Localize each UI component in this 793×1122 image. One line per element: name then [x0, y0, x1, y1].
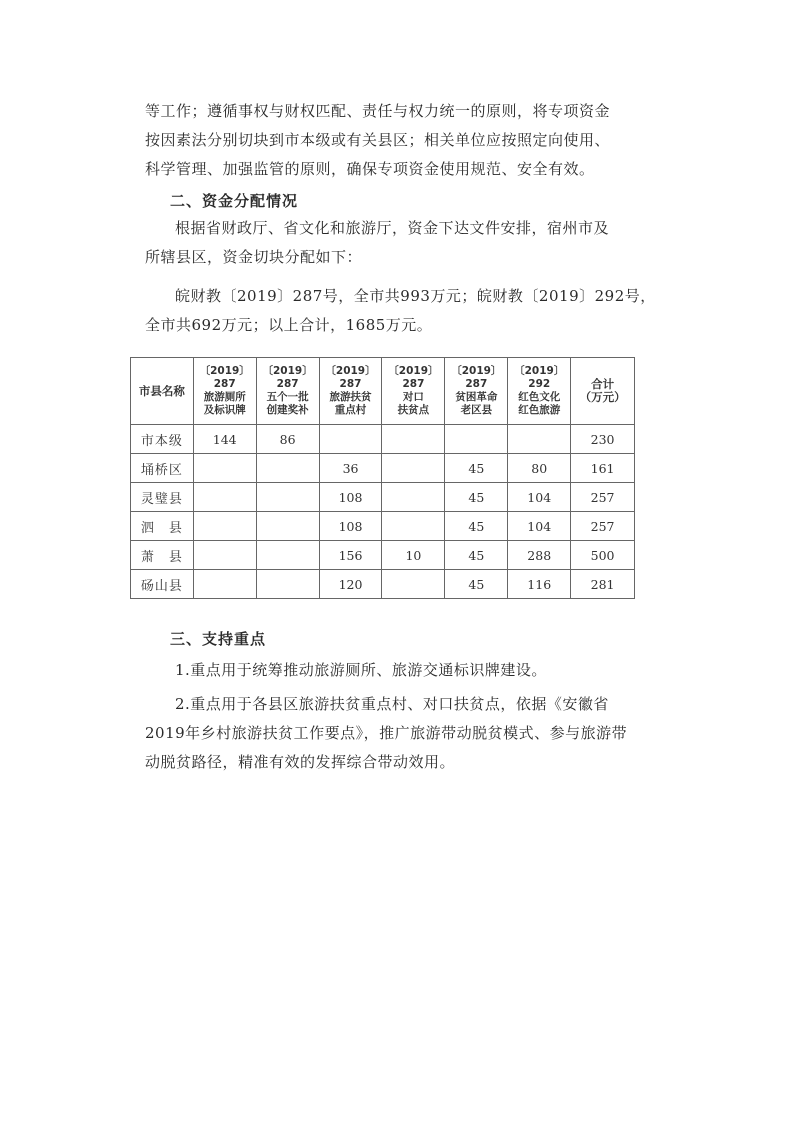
cell-value: [319, 425, 382, 454]
fund-allocation-table: [130, 357, 635, 599]
text-line: 按因素法分别切块到市本级或有关县区；相关单位应按照定向使用、: [145, 131, 611, 149]
cell-value: [193, 483, 256, 512]
header-cell-red-tourism: 〔2019〕 292 红色文化 红色旅游: [508, 358, 571, 425]
table-header-row: [131, 358, 635, 425]
cell-value: [193, 541, 256, 570]
cell-value: 108: [319, 512, 382, 541]
cell-value: 104: [508, 483, 571, 512]
cell-value: [256, 570, 319, 599]
text-line: 根据省财政厅、省文化和旅游厅，资金下达文件安排，宿州市及: [175, 219, 610, 237]
cell-value: [256, 541, 319, 570]
cell-total: 500: [571, 541, 635, 570]
text-line: 所辖县区，资金切块分配如下：: [145, 248, 363, 266]
cell-total: 281: [571, 570, 635, 599]
table-row: [131, 570, 635, 599]
text-line: 2.重点用于各县区旅游扶贫重点村、对口扶贫点，依据《安徽省: [175, 695, 609, 713]
section-3-item-2: [145, 690, 645, 777]
table-row: [131, 454, 635, 483]
section-2-paragraph-2: [145, 282, 656, 340]
cell-value: [382, 570, 445, 599]
header-cell-old-revolutionary: 〔2019〕 287 贫困革命 老区县: [445, 358, 508, 425]
cell-county: 埇桥区: [131, 454, 194, 483]
cell-value: 86: [256, 425, 319, 454]
cell-value: 36: [319, 454, 382, 483]
text-line: 1.重点用于统筹推动旅游厕所、旅游交通标识牌建设。: [175, 661, 547, 679]
cell-county: 市本级: [131, 425, 194, 454]
header-cell-total: 合计 （万元）: [571, 358, 635, 425]
cell-value: [382, 483, 445, 512]
cell-value: [445, 425, 508, 454]
cell-value: [193, 570, 256, 599]
cell-county: 萧 县: [131, 541, 194, 570]
header-cell-toilets-signs: 〔2019〕 287 旅游厕所 及标识牌: [193, 358, 256, 425]
cell-value: [256, 454, 319, 483]
text-line: 科学管理、加强监管的原则，确保专项资金使用规范、安全有效。: [145, 160, 595, 178]
text-line: 2019年乡村旅游扶贫工作要点》，推广旅游带动脱贫模式、参与旅游带: [145, 724, 628, 742]
cell-value: 10: [382, 541, 445, 570]
cell-value: 45: [445, 541, 508, 570]
table-row: [131, 512, 635, 541]
text-line: 皖财教〔2019〕287号，全市共993万元；皖财教〔2019〕292号，: [175, 287, 656, 305]
cell-value: 45: [445, 570, 508, 599]
cell-value: [256, 483, 319, 512]
cell-value: 120: [319, 570, 382, 599]
table-row: [131, 541, 635, 570]
cell-value: 45: [445, 512, 508, 541]
cell-value: 45: [445, 454, 508, 483]
section-2-heading: 二、资金分配情况: [170, 192, 299, 210]
cell-value: [193, 454, 256, 483]
cell-value: [382, 425, 445, 454]
intro-paragraph: [145, 97, 645, 184]
cell-value: 108: [319, 483, 382, 512]
cell-total: 257: [571, 512, 635, 541]
cell-value: 116: [508, 570, 571, 599]
header-cell-poverty-villages: 〔2019〕 287 旅游扶贫 重点村: [319, 358, 382, 425]
cell-value: 80: [508, 454, 571, 483]
text-line: 全市共692万元；以上合计，1685万元。: [145, 316, 433, 334]
cell-value: 104: [508, 512, 571, 541]
cell-total: 161: [571, 454, 635, 483]
header-cell-five-one-batch: 〔2019〕 287 五个一批 创建奖补: [256, 358, 319, 425]
header-cell-paired-points: 〔2019〕 287 对口 扶贫点: [382, 358, 445, 425]
cell-value: 45: [445, 483, 508, 512]
cell-value: [256, 512, 319, 541]
cell-county: 灵璧县: [131, 483, 194, 512]
header-cell-county: 市县名称: [131, 358, 194, 425]
section-3-item-1: [145, 656, 645, 685]
cell-county: 砀山县: [131, 570, 194, 599]
cell-value: 156: [319, 541, 382, 570]
cell-value: [193, 512, 256, 541]
cell-value: [382, 454, 445, 483]
cell-value: 288: [508, 541, 571, 570]
section-3-heading: 三、支持重点: [170, 630, 267, 648]
section-2-paragraph-1: [145, 214, 645, 272]
table-row: [131, 425, 635, 454]
cell-total: 230: [571, 425, 635, 454]
text-line: 动脱贫路径，精准有效的发挥综合带动效用。: [145, 753, 456, 771]
cell-value: 144: [193, 425, 256, 454]
table-row: [131, 483, 635, 512]
cell-value: [508, 425, 571, 454]
text-line: 等工作；遵循事权与财权匹配、责任与权力统一的原则，将专项资金: [145, 102, 611, 120]
cell-county: 泗 县: [131, 512, 194, 541]
cell-value: [382, 512, 445, 541]
cell-total: 257: [571, 483, 635, 512]
